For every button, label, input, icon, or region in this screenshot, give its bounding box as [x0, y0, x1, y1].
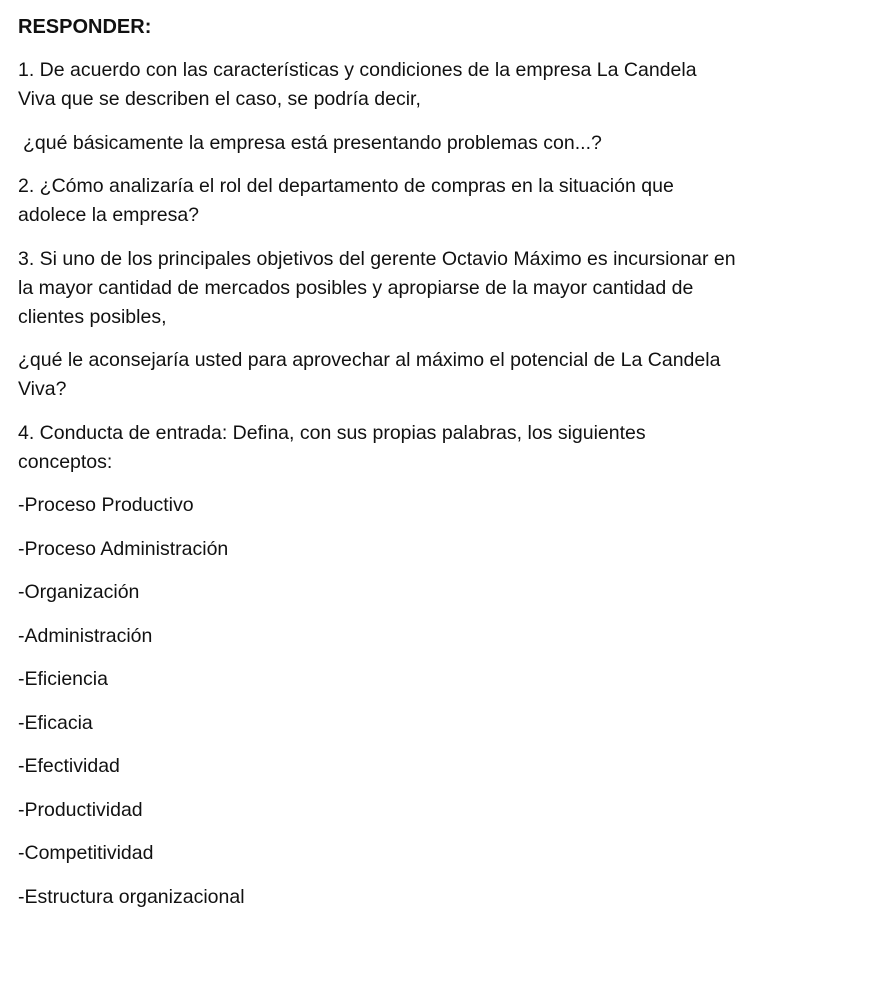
paragraph — [18, 578, 878, 607]
paragraph — [18, 245, 878, 332]
paragraph — [18, 129, 878, 158]
text-line: Viva que se describen el caso, se podría decir, — [18, 88, 421, 110]
text-line: -Proceso Productivo — [18, 494, 194, 516]
text-line: 4. Conducta de entrada: Defina, con sus propias palabras, los siguientes — [18, 421, 646, 444]
text-line: Viva? — [18, 378, 67, 400]
paragraph — [18, 709, 878, 738]
paragraph — [18, 622, 878, 651]
text-line: -Organización — [18, 581, 140, 603]
paragraph — [18, 491, 878, 520]
paragraph — [18, 839, 878, 868]
paragraph — [18, 796, 878, 825]
paragraph-list — [18, 56, 878, 912]
paragraph — [18, 346, 878, 404]
text-line: conceptos: — [18, 450, 113, 473]
paragraph — [18, 419, 878, 477]
paragraph — [18, 535, 878, 564]
text-line: -Eficacia — [18, 711, 93, 734]
text-line: -Competitividad — [18, 842, 154, 864]
paragraph — [18, 883, 878, 912]
document-title: RESPONDER: — [18, 16, 152, 38]
paragraph — [18, 752, 878, 781]
text-line: ¿qué le aconsejaría usted para aprovechar al máximo el potencial de La Candela — [18, 349, 721, 371]
text-line: -Administración — [18, 624, 153, 647]
text-line: ¿qué básicamente la empresa está presentando problemas con...? — [23, 131, 602, 154]
text-line: adolece la empresa? — [18, 204, 200, 226]
text-line: la mayor cantidad de mercados posibles y apropiarse de la mayor cantidad de — [18, 276, 694, 299]
document-body — [18, 13, 878, 926]
paragraph — [18, 665, 878, 694]
text-line: -Estructura organizacional — [18, 885, 245, 908]
text-line: 3. Si uno de los principales objetivos del gerente Octavio Máximo es incursionar en — [18, 247, 736, 270]
text-line: -Eficiencia — [18, 668, 108, 690]
text-line: -Proceso Administración — [18, 537, 229, 560]
text-line: -Efectividad — [18, 755, 120, 777]
paragraph — [18, 56, 878, 114]
paragraph — [18, 172, 878, 230]
text-line: -Productividad — [18, 798, 143, 821]
text-line: 2. ¿Cómo analizaría el rol del departamento de compras en la situación que — [18, 175, 674, 197]
text-line: clientes posibles, — [18, 305, 167, 328]
text-line: 1. De acuerdo con las características y condiciones de la empresa La Candela — [18, 59, 697, 81]
